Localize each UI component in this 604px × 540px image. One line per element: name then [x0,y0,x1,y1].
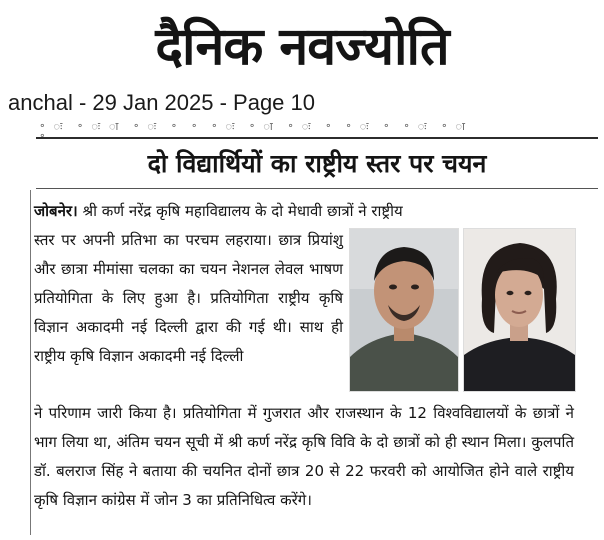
edition-line: anchal - 29 Jan 2025 - Page 10 [8,90,316,115]
headline-rule-top [36,137,598,139]
column-rule [30,190,31,535]
article-left-column: स्तर पर अपनी प्रतिभा का परचम लहराया। छात्र प्रियांशु और छात्रा मीमांसा चलका का चयन नेशनल लेवल भाषण प्रतियोगिता के लिए हुआ है। प्रतियोगिता राष्ट्रीय कृषि विज्ञान अकादमी नई दिल्ली द्वारा की गई थी। साथ ही राष्ट्रीय कृषि विज्ञान अकादमी नई दिल्ली [34,231,343,365]
article-first-line [34,197,574,226]
student-photo-male-image [350,229,458,391]
article-full-width-text: ने परिणाम जारी किया है। प्रतियोगिता में गुजरात और राजस्थान के 12 विश्वविद्यालयों के छात्रों ने भाग लिया था, अंतिम चयन सूची में श्री कर्ण नरेंद्र कृषि विवि के दो छात्रों को ही स्थान मिला। कुलपति डॉ. बलराज सिंह ने बताया की चयनित दोनों छात्र 20 से 22 फरवरी को आयोजित होने वाले राष्ट्रीय कृषि विज्ञान कांग्रेस में जोन 3 का प्रतिनिधित्व करेंगे। [34,404,574,509]
article-headline: दो विद्यार्थियों का राष्ट्रीय स्तर पर चयन [147,149,487,178]
cut-off-previous-text: ॰ ः ॰ ः ा ॰ ः ॰ ॰ ॰ ः ॰ ा ॰ ः ॰ ॰ ः ॰ ॰ ः ॰ ा [40,120,471,133]
masthead [0,0,604,88]
student-photo-priyanshu [349,228,459,392]
article-line-1: श्री कर्ण नरेंद्र कृषि महाविद्यालय के दो मेधावी छात्रों ने राष्ट्रीय [82,202,403,220]
student-photo-mimansa [463,228,576,392]
article-dateline: जोबनेर। [34,202,78,220]
headline-rule-bottom [36,188,598,189]
student-photo-female-image [464,229,575,391]
newspaper-name: दैनिक नवज्योति [155,16,449,77]
